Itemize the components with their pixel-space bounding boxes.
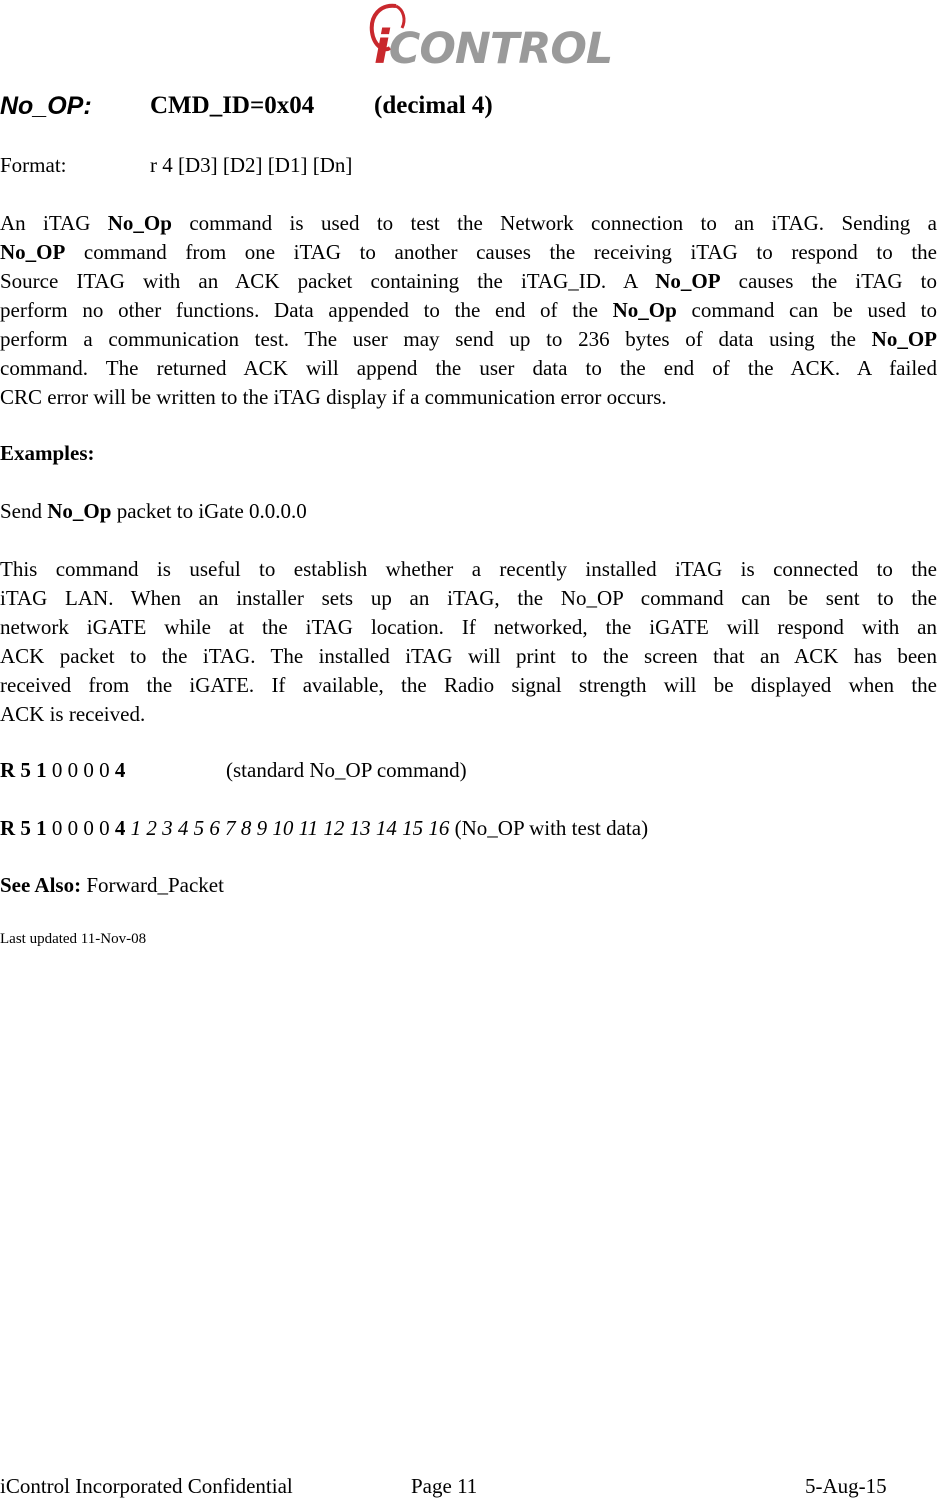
see-also-line [0, 871, 224, 900]
description-line: perform no other functions. Data appended to the end of the No_Op command can be used to [0, 298, 937, 322]
send-example-line: Send No_Op packet to iGate 0.0.0.0 [0, 499, 307, 523]
usage-line: received from the iGATE. If available, the Radio signal strength will be displayed when the [0, 673, 937, 697]
command-id: CMD_ID=0x04 [150, 92, 315, 119]
description-line: command. The returned ACK will append the user data to the end of the ACK. A failed [0, 356, 937, 380]
usage-paragraph [0, 555, 937, 729]
footer-date: 5-Aug-15 [805, 1474, 887, 1498]
logo-letters: CONTROL [388, 24, 613, 74]
icontrol-logo [360, 0, 613, 78]
footer-company: iControl Incorporated Confidential [0, 1474, 293, 1498]
format-label: Format: [0, 153, 67, 177]
logo-wordmark [374, 22, 612, 74]
usage-line: network iGATE while at the iTAG location. If networked, the iGATE will respond with an [0, 615, 937, 639]
last-updated: Last updated 11-Nov-08 [0, 931, 147, 947]
example-test-data-command: R 5 1 0 0 0 0 4 1 2 3 4 5 6 7 8 9 10 11 12 13 14 15 16 (No_OP with test data) [0, 816, 649, 840]
see-also-label: See Also: [0, 873, 82, 897]
description-line: No_OP command from one iTAG to another causes the receiving iTAG to respond to the [0, 240, 937, 264]
command-colon: : [83, 92, 92, 120]
examples-heading: Examples: [0, 441, 95, 465]
description-line: perform a communication test. The user may send up to 236 bytes of data using the No_OP [0, 327, 937, 351]
command-decimal: (decimal 4) [374, 92, 493, 119]
footer-page-number: Page 11 [411, 1474, 478, 1498]
example-standard-command: R 5 1 0 0 0 0 4 (standard No_OP command) [0, 756, 125, 785]
usage-line: iTAG LAN. When an installer sets up an iTAG, the No_OP command can be sent to the [0, 586, 937, 610]
command-name: No_OP [0, 92, 84, 120]
description-paragraph [0, 209, 937, 412]
description-line: An iTAG No_Op command is used to test the Network connection to an iTAG. Sending a [0, 211, 937, 235]
description-line: CRC error will be written to the iTAG display if a communication error occurs. [0, 385, 667, 409]
example-standard-note: (standard No_OP command) [226, 758, 467, 782]
logo-letter-i: i [374, 20, 389, 74]
format-value: r 4 [D3] [D2] [D1] [Dn] [150, 153, 353, 177]
usage-line: ACK packet to the iTAG. The installed iTAG will print to the screen that an ACK has been [0, 644, 937, 668]
see-also-link: Forward_Packet [81, 873, 224, 897]
usage-line: ACK is received. [0, 702, 146, 726]
command-heading [0, 90, 493, 123]
usage-line: This command is useful to establish whether a recently installed iTAG is connected to the [0, 557, 937, 581]
description-line: Source ITAG with an ACK packet containing the iTAG_ID. A No_OP causes the iTAG to [0, 269, 937, 293]
format-line [0, 151, 353, 180]
